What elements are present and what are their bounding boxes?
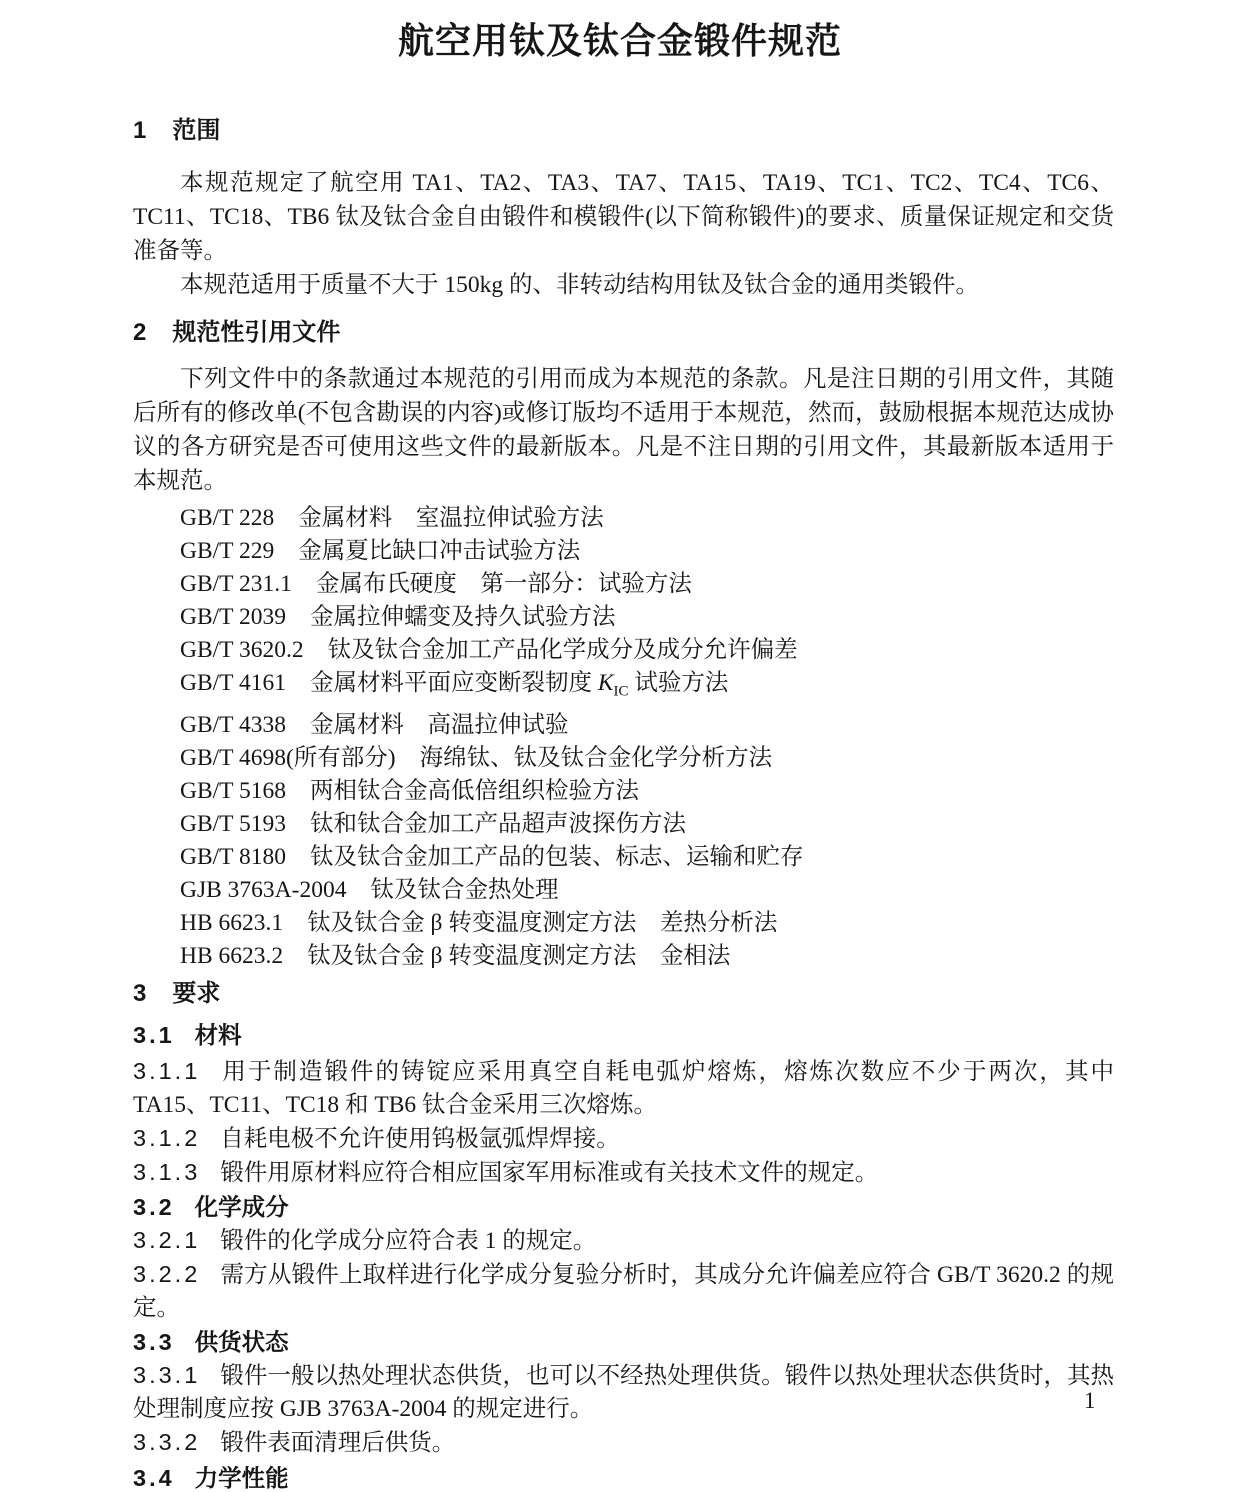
document-title: 航空用钛及钛合金锻件规范 — [397, 20, 842, 61]
scope-paragraph-2: 本规范适用于质量不大于 150kg 的、非转动结构用钛及钛合金的通用类锻件。 — [180, 272, 979, 298]
clause-text: 自耗电极不允许使用钨极氩弧焊焊接。 — [220, 1125, 620, 1152]
clause-number: 3.1.1 — [133, 1057, 201, 1084]
clause-text: 锻件表面清理后供货。 — [220, 1429, 456, 1456]
clause-text: 锻件一般以热处理状态供货，也可以不经热处理供货。锻件以热处理状态供货时，其热处理制度应按 GJB 3763A-2004 的规定进行。 — [133, 1362, 1114, 1422]
reference-item — [180, 940, 1114, 973]
reference-item — [180, 874, 1114, 907]
reference-item — [180, 742, 1114, 775]
clause-number: 3.2.1 — [133, 1226, 201, 1253]
section-3-2-number: 3.2 — [133, 1193, 175, 1220]
reference-code: GB/T 5193 — [180, 810, 286, 837]
section-1-heading — [133, 116, 1114, 146]
clause-3-3-2 — [133, 1426, 1114, 1460]
section-2-heading — [133, 318, 1114, 348]
section-3-4-heading — [133, 1464, 1114, 1492]
section-3-1-number: 3.1 — [133, 1021, 175, 1048]
scanned-document-page — [0, 16, 1240, 1491]
reference-title: 两相钛合金高低倍组织检验方法 — [309, 777, 639, 804]
fracture-toughness-subscript: IC — [613, 683, 629, 700]
reference-title-post: 试验方法 — [628, 670, 729, 696]
section-3-4-title: 力学性能 — [194, 1464, 289, 1491]
reference-code: GB/T 228 — [180, 505, 275, 531]
reference-item — [180, 667, 1114, 709]
section-3-3-heading — [133, 1328, 1114, 1356]
reference-title: 钛及钛合金加工产品化学成分及成分允许偏差 — [327, 637, 798, 663]
section-2-title: 规范性引用文件 — [172, 319, 341, 346]
reference-code: GB/T 4698(所有部分) — [180, 744, 396, 771]
reference-item — [180, 634, 1114, 667]
reference-code: GJB 3763A-2004 — [180, 876, 347, 903]
references-list — [133, 502, 1114, 973]
clause-number: 3.3.1 — [133, 1361, 201, 1388]
clause-text: 锻件用原材料应符合相应国家军用标准或有关技术文件的规定。 — [220, 1159, 879, 1186]
clause-number: 3.1.3 — [133, 1158, 201, 1185]
section-3-heading — [133, 979, 1114, 1009]
reference-item — [180, 808, 1114, 841]
reference-item — [180, 535, 1114, 568]
clause-number: 3.1.2 — [133, 1124, 201, 1151]
section-3-2-heading — [133, 1193, 1114, 1221]
reference-item — [180, 775, 1114, 808]
reference-item — [180, 709, 1114, 742]
reference-code: HB 6623.1 — [180, 909, 284, 936]
reference-title: 海绵钛、钛及钛合金化学分析方法 — [419, 744, 773, 771]
reference-title — [309, 670, 729, 700]
section-3-1-heading — [133, 1021, 1114, 1049]
reference-item — [180, 907, 1114, 940]
section-3-3-number: 3.3 — [133, 1328, 175, 1355]
reference-item — [180, 568, 1114, 601]
document-body — [0, 116, 1240, 1492]
reference-item — [180, 841, 1114, 874]
clause-text: 锻件的化学成分应符合表 1 的规定。 — [220, 1227, 597, 1254]
reference-code: GB/T 231.1 — [180, 571, 292, 597]
clause-3-1-2 — [133, 1122, 1114, 1156]
reference-title: 金属材料 高温拉伸试验 — [309, 711, 569, 738]
section-3-2-title: 化学成分 — [194, 1193, 289, 1220]
reference-code: HB 6623.2 — [180, 942, 284, 969]
clause-text: 需方从锻件上取样进行化学成分复验分析时，其成分允许偏差应符合 GB/T 3620.2 的规定。 — [133, 1261, 1114, 1321]
reference-item — [180, 502, 1114, 535]
reference-title: 钛和钛合金加工产品超声波探伤方法 — [309, 810, 686, 837]
reference-title: 金属夏比缺口冲击试验方法 — [298, 538, 581, 564]
reference-title: 钛及钛合金 β 转变温度测定方法 金相法 — [307, 942, 731, 969]
reference-code: GB/T 4161 — [180, 670, 286, 696]
reference-code: GB/T 3620.2 — [180, 637, 304, 663]
clause-text: 用于制造锻件的铸锭应采用真空自耗电弧炉熔炼，熔炼次数应不少于两次，其中 TA15、TC11、TC18 和 TB6 钛合金采用三次熔炼。 — [133, 1058, 1114, 1118]
section-3-number: 3 — [133, 979, 147, 1007]
page-number: 1 — [1084, 1388, 1096, 1413]
reference-code: GB/T 2039 — [180, 604, 286, 630]
section-3-title: 要求 — [172, 979, 221, 1007]
reference-code: GB/T 5168 — [180, 777, 286, 804]
reference-title: 钛及钛合金加工产品的包装、标志、运输和贮存 — [309, 843, 804, 870]
reference-code: GB/T 4338 — [180, 711, 286, 738]
section-3-1-title: 材料 — [194, 1021, 242, 1048]
references-intro-paragraph: 下列文件中的条款通过本规范的引用而成为本规范的条款。凡是注日期的引用文件，其随后所有的修改单(不包含勘误的内容)或修订版均不适用于本规范，然而，鼓励根据本规范达成协议的各方研究是否可使用这些文件的最新版本。凡是不注日期的引用文件，其最新版本适用于本规范。 — [133, 366, 1114, 494]
reference-title: 钛及钛合金 β 转变温度测定方法 差热分析法 — [307, 909, 778, 936]
clause-3-3-1 — [133, 1359, 1114, 1426]
section-3-4-number: 3.4 — [133, 1464, 175, 1491]
clause-3-2-1 — [133, 1224, 1114, 1258]
clause-number: 3.2.2 — [133, 1260, 201, 1287]
clause-3-2-2 — [133, 1258, 1114, 1325]
reference-code: GB/T 229 — [180, 538, 275, 564]
fracture-toughness-symbol: K — [597, 670, 614, 696]
section-3-3-title: 供货状态 — [194, 1328, 289, 1355]
reference-title: 金属拉伸蠕变及持久试验方法 — [309, 604, 616, 630]
reference-title: 钛及钛合金热处理 — [370, 876, 559, 903]
clause-3-1-1 — [133, 1055, 1114, 1122]
section-1-number: 1 — [133, 117, 147, 144]
clause-3-1-3 — [133, 1156, 1114, 1190]
section-2-number: 2 — [133, 319, 147, 346]
reference-title: 金属布氏硬度 第一部分：试验方法 — [315, 571, 692, 597]
clause-number: 3.3.2 — [133, 1428, 201, 1455]
reference-title: 金属材料 室温拉伸试验方法 — [298, 505, 604, 531]
scope-paragraph-1: 本规范规定了航空用 TA1、TA2、TA3、TA7、TA15、TA19、TC1、TC2、TC4、TC6、TC11、TC18、TB6 钛及钛合金自由锻件和模锻件(以下简称锻件)的要求、质量保证规定和交货准备等。 — [133, 170, 1114, 264]
reference-item — [180, 601, 1114, 634]
section-1-title: 范围 — [172, 117, 221, 144]
reference-title-pre: 金属材料平面应变断裂韧度 — [309, 670, 598, 696]
reference-code: GB/T 8180 — [180, 843, 286, 870]
